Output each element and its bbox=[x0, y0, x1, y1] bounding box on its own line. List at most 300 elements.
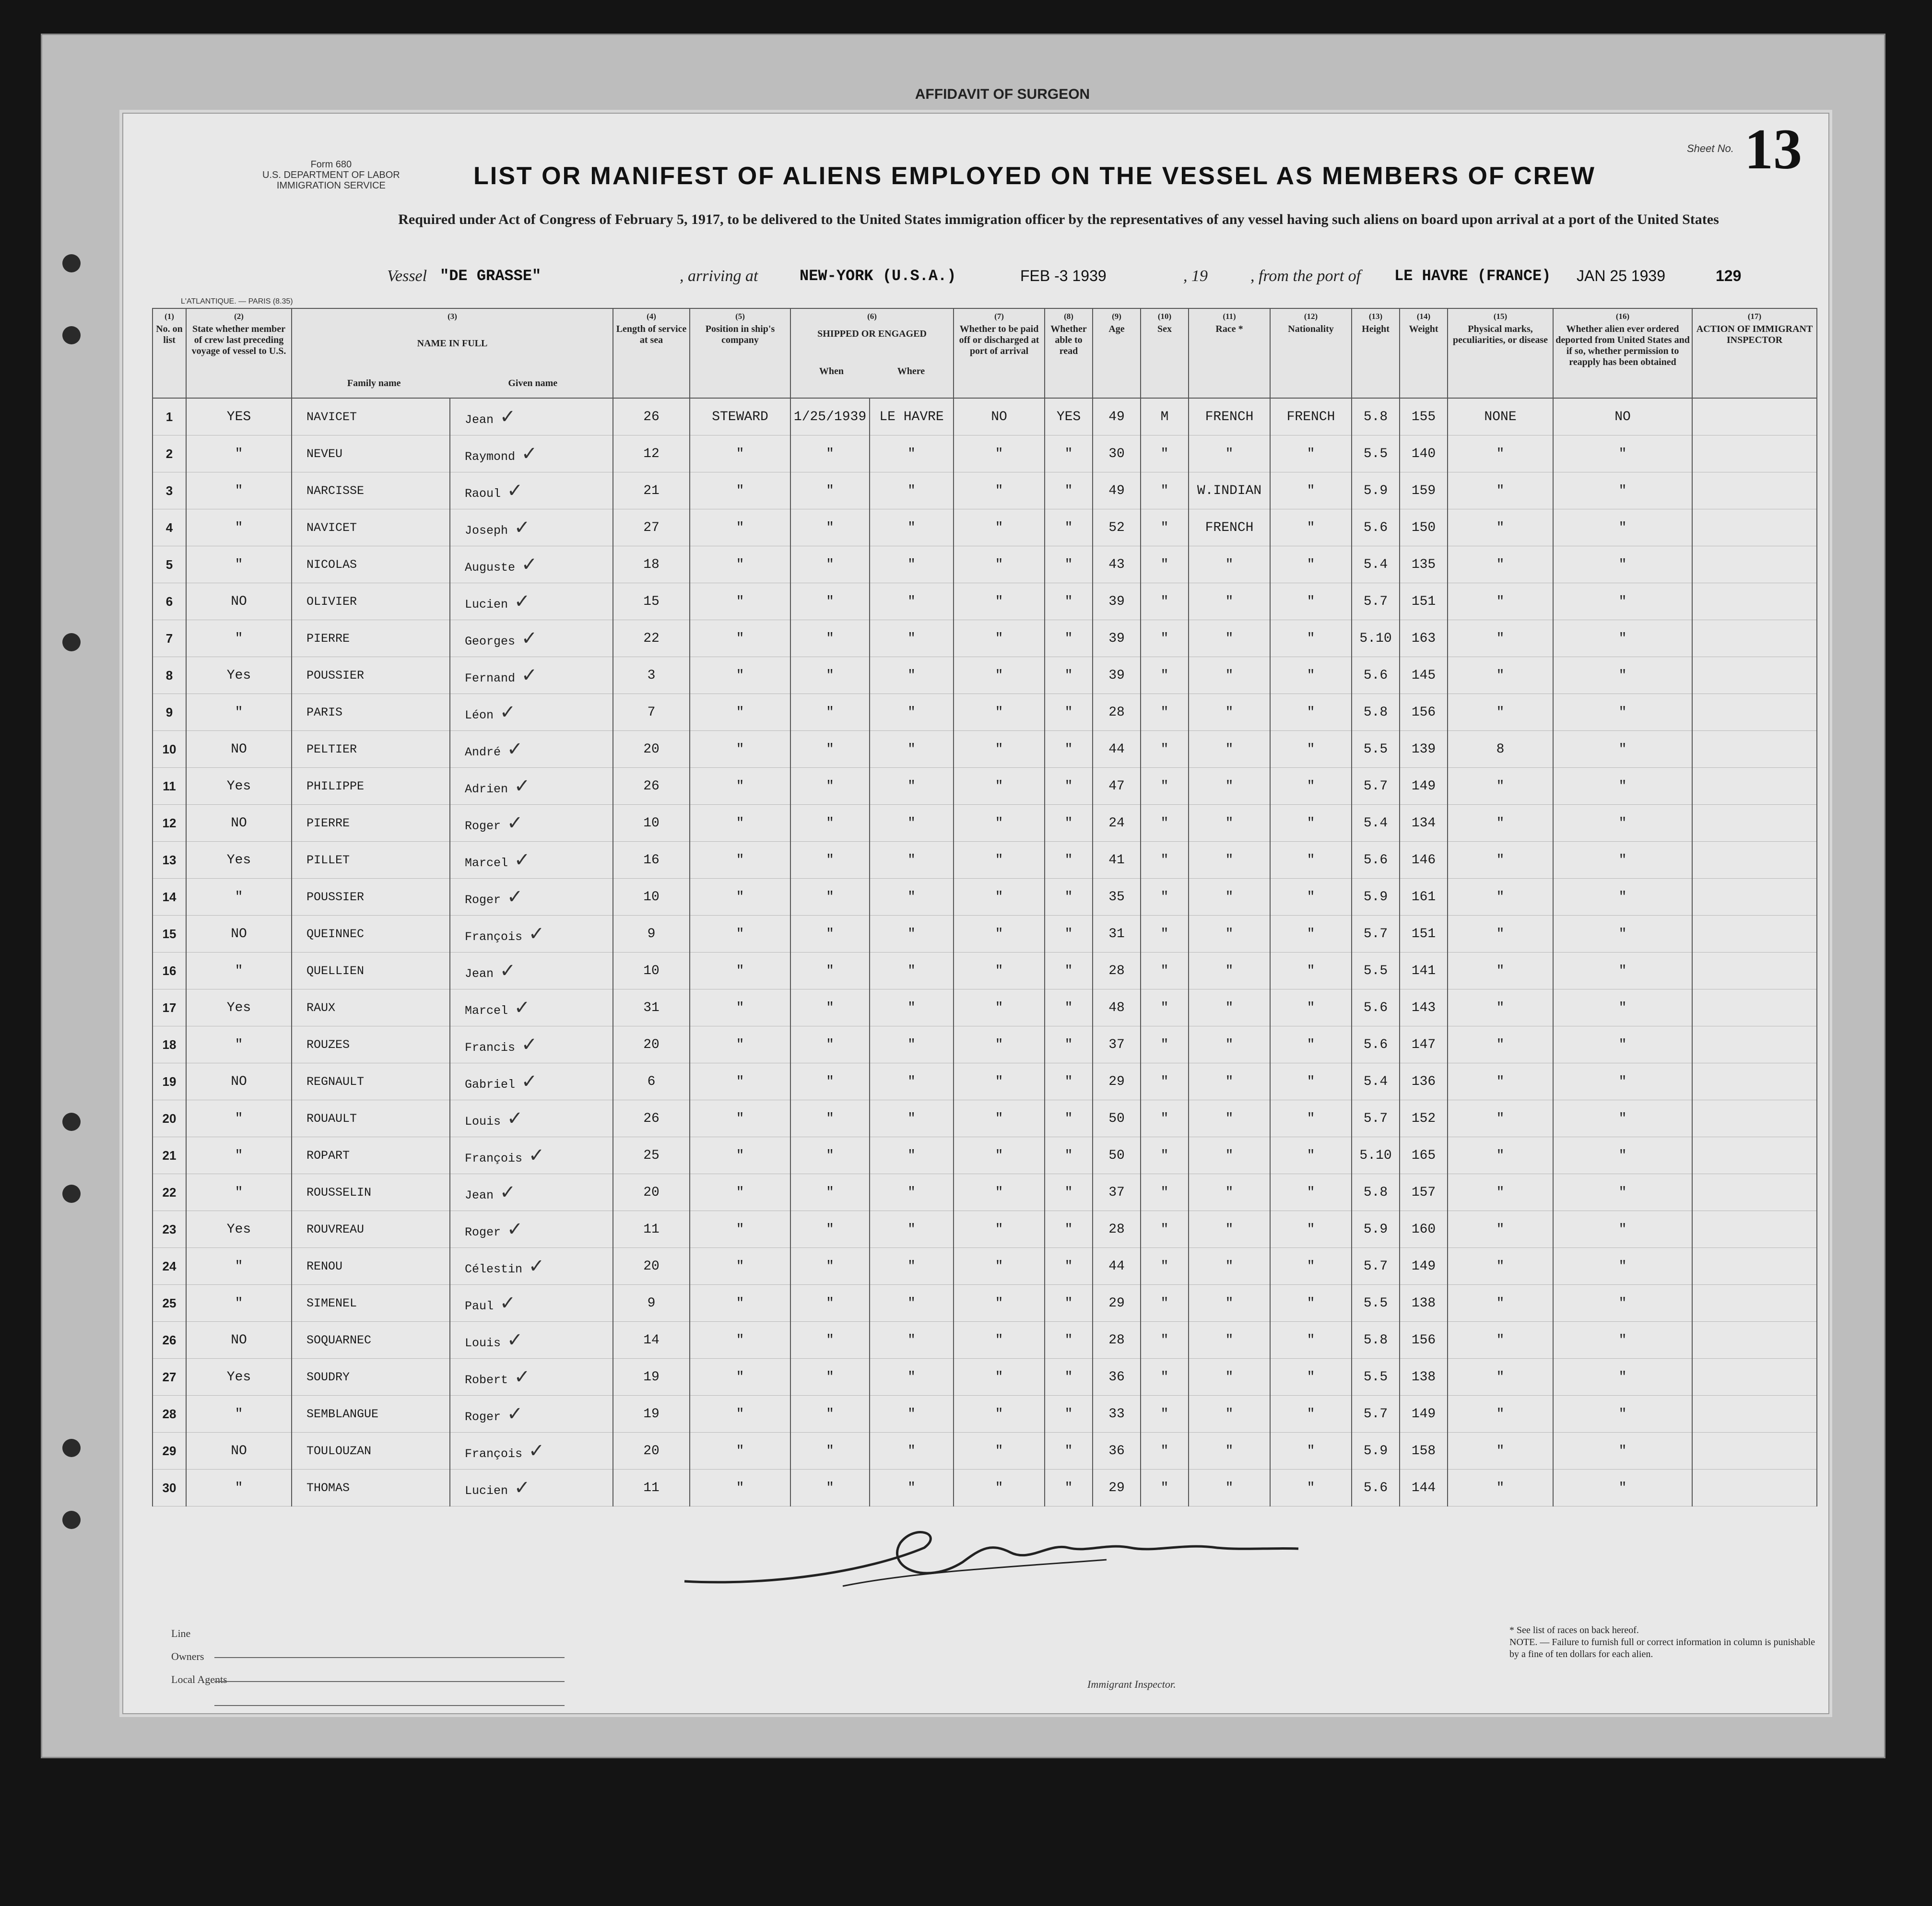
race-cell: " bbox=[1189, 1100, 1270, 1137]
check-mark-icon: ✓ bbox=[494, 406, 516, 428]
family-name-cell: PARIS bbox=[292, 694, 450, 731]
paid-off-cell: " bbox=[954, 583, 1045, 620]
deported-cell: " bbox=[1553, 472, 1692, 509]
col-num-6: (6) bbox=[790, 308, 954, 322]
paid-off-cell: " bbox=[954, 1322, 1045, 1359]
weight-cell: 135 bbox=[1400, 546, 1448, 583]
footer-agents-label: Local Agents bbox=[171, 1673, 227, 1685]
table-row bbox=[153, 731, 1817, 768]
weight-cell: 165 bbox=[1400, 1137, 1448, 1174]
shipped-when-cell: " bbox=[790, 1100, 870, 1137]
row-number: 16 bbox=[153, 953, 186, 989]
weight-cell: 160 bbox=[1400, 1211, 1448, 1248]
sex-cell: " bbox=[1141, 1063, 1189, 1100]
given-name-cell: Georges ✓ bbox=[450, 620, 613, 657]
shipped-when-cell: " bbox=[790, 879, 870, 916]
check-mark-icon: ✓ bbox=[515, 664, 538, 686]
col-num-12: (12) bbox=[1270, 308, 1352, 322]
nationality-cell: " bbox=[1270, 583, 1352, 620]
action-inspector-cell bbox=[1692, 879, 1817, 916]
header-physical-marks: Physical marks, peculiarities, or disease bbox=[1448, 322, 1553, 398]
given-name-cell: Fernand ✓ bbox=[450, 657, 613, 694]
age-cell: 50 bbox=[1093, 1100, 1141, 1137]
year-label: , 19 bbox=[1183, 267, 1208, 285]
header-age: Age bbox=[1093, 322, 1141, 398]
able-read-cell: " bbox=[1045, 989, 1093, 1026]
action-inspector-cell bbox=[1692, 1359, 1817, 1396]
shipped-when-cell: " bbox=[790, 694, 870, 731]
table-row bbox=[153, 1100, 1817, 1137]
shipped-when-cell: " bbox=[790, 731, 870, 768]
sex-cell: " bbox=[1141, 1137, 1189, 1174]
height-cell: 5.5 bbox=[1352, 1285, 1400, 1322]
sex-cell: " bbox=[1141, 435, 1189, 472]
vessel-label: Vessel bbox=[387, 267, 427, 285]
shipped-where-cell: " bbox=[870, 1285, 954, 1322]
given-name-cell: Jean ✓ bbox=[450, 1174, 613, 1211]
age-cell: 49 bbox=[1093, 398, 1141, 435]
crew-member-cell: " bbox=[186, 435, 292, 472]
length-service-cell: 10 bbox=[613, 953, 690, 989]
crew-member-cell: Yes bbox=[186, 842, 292, 879]
row-number: 6 bbox=[153, 583, 186, 620]
height-cell: 5.5 bbox=[1352, 731, 1400, 768]
header-deported: Whether alien ever ordered deported from United States and if so, whether permission to reapply has been obtained bbox=[1553, 322, 1692, 398]
binder-hole bbox=[62, 326, 81, 344]
height-cell: 5.10 bbox=[1352, 1137, 1400, 1174]
able-read-cell: " bbox=[1045, 731, 1093, 768]
sex-cell: " bbox=[1141, 1285, 1189, 1322]
sex-cell: " bbox=[1141, 472, 1189, 509]
family-name-cell: NEVEU bbox=[292, 435, 450, 472]
check-mark-icon: ✓ bbox=[508, 997, 530, 1019]
shipped-when-cell: " bbox=[790, 953, 870, 989]
physical-marks-cell: " bbox=[1448, 1470, 1553, 1506]
immigrant-inspector-label: Immigrant Inspector. bbox=[1087, 1678, 1176, 1690]
action-inspector-cell bbox=[1692, 953, 1817, 989]
check-mark-icon: ✓ bbox=[501, 1218, 523, 1240]
row-number: 10 bbox=[153, 731, 186, 768]
paid-off-cell: " bbox=[954, 1433, 1045, 1470]
height-cell: 5.7 bbox=[1352, 1396, 1400, 1433]
binder-hole bbox=[62, 633, 81, 651]
length-service-cell: 9 bbox=[613, 1285, 690, 1322]
age-cell: 52 bbox=[1093, 509, 1141, 546]
given-name-cell: François ✓ bbox=[450, 1433, 613, 1470]
action-inspector-cell bbox=[1692, 1433, 1817, 1470]
race-cell: " bbox=[1189, 546, 1270, 583]
table-row bbox=[153, 1470, 1817, 1506]
paid-off-cell: " bbox=[954, 953, 1045, 989]
physical-marks-cell: " bbox=[1448, 583, 1553, 620]
table-row bbox=[153, 1137, 1817, 1174]
crew-member-cell: " bbox=[186, 1470, 292, 1506]
header-given-name: Given name bbox=[508, 378, 558, 388]
manifest-sheet bbox=[122, 113, 1829, 1714]
table-row bbox=[153, 1026, 1817, 1063]
shipped-when-cell: " bbox=[790, 842, 870, 879]
family-name-cell: SEMBLANGUE bbox=[292, 1396, 450, 1433]
action-inspector-cell bbox=[1692, 694, 1817, 731]
given-name-cell: Lucien ✓ bbox=[450, 583, 613, 620]
able-read-cell: " bbox=[1045, 1285, 1093, 1322]
race-cell: " bbox=[1189, 620, 1270, 657]
height-cell: 5.5 bbox=[1352, 953, 1400, 989]
sex-cell: " bbox=[1141, 583, 1189, 620]
header-name-label: NAME IN FULL bbox=[417, 338, 488, 349]
family-name-cell: POUSSIER bbox=[292, 879, 450, 916]
header-action-inspector: ACTION OF IMMIGRANT INSPECTOR bbox=[1692, 322, 1817, 398]
physical-marks-cell: " bbox=[1448, 509, 1553, 546]
paid-off-cell: " bbox=[954, 1470, 1045, 1506]
height-cell: 5.7 bbox=[1352, 916, 1400, 953]
sex-cell: " bbox=[1141, 1211, 1189, 1248]
given-name-cell: Marcel ✓ bbox=[450, 989, 613, 1026]
weight-cell: 161 bbox=[1400, 879, 1448, 916]
deported-cell: " bbox=[1553, 1211, 1692, 1248]
sex-cell: " bbox=[1141, 1248, 1189, 1285]
race-cell: " bbox=[1189, 879, 1270, 916]
position-cell: " bbox=[690, 694, 790, 731]
age-cell: 28 bbox=[1093, 1211, 1141, 1248]
shipped-when-cell: " bbox=[790, 916, 870, 953]
table-row bbox=[153, 1322, 1817, 1359]
shipped-where-cell: " bbox=[870, 1137, 954, 1174]
given-name-cell: Louis ✓ bbox=[450, 1100, 613, 1137]
check-mark-icon: ✓ bbox=[515, 627, 538, 649]
given-name-cell: Gabriel ✓ bbox=[450, 1063, 613, 1100]
nationality-cell: " bbox=[1270, 620, 1352, 657]
shipped-when-cell: " bbox=[790, 1174, 870, 1211]
shipped-when-cell: " bbox=[790, 620, 870, 657]
able-read-cell: " bbox=[1045, 768, 1093, 805]
age-cell: 29 bbox=[1093, 1470, 1141, 1506]
shipped-where-cell: LE HAVRE bbox=[870, 398, 954, 435]
deported-cell: " bbox=[1553, 1026, 1692, 1063]
form-number: Form 680 bbox=[310, 159, 352, 170]
header-race: Race * bbox=[1189, 322, 1270, 398]
crew-member-cell: " bbox=[186, 1174, 292, 1211]
check-mark-icon: ✓ bbox=[522, 923, 545, 945]
footer-line-rule bbox=[214, 1682, 565, 1706]
length-service-cell: 27 bbox=[613, 509, 690, 546]
age-cell: 36 bbox=[1093, 1433, 1141, 1470]
col-num-2: (2) bbox=[186, 308, 292, 322]
sex-cell: " bbox=[1141, 1396, 1189, 1433]
row-number: 12 bbox=[153, 805, 186, 842]
nationality-cell: " bbox=[1270, 435, 1352, 472]
race-cell: " bbox=[1189, 842, 1270, 879]
physical-marks-cell: " bbox=[1448, 546, 1553, 583]
row-number: 5 bbox=[153, 546, 186, 583]
action-inspector-cell bbox=[1692, 1100, 1817, 1137]
position-cell: " bbox=[690, 1322, 790, 1359]
deported-cell: " bbox=[1553, 435, 1692, 472]
header-when: When bbox=[819, 366, 844, 376]
race-cell: " bbox=[1189, 953, 1270, 989]
sex-cell: M bbox=[1141, 398, 1189, 435]
table-row bbox=[153, 1211, 1817, 1248]
physical-marks-cell: " bbox=[1448, 620, 1553, 657]
nationality-cell: " bbox=[1270, 805, 1352, 842]
family-name-cell: REGNAULT bbox=[292, 1063, 450, 1100]
nationality-cell: " bbox=[1270, 1433, 1352, 1470]
given-name-cell: Léon ✓ bbox=[450, 694, 613, 731]
length-service-cell: 21 bbox=[613, 472, 690, 509]
sex-cell: " bbox=[1141, 620, 1189, 657]
length-service-cell: 18 bbox=[613, 546, 690, 583]
shipped-when-cell: " bbox=[790, 1063, 870, 1100]
race-cell: W.INDIAN bbox=[1189, 472, 1270, 509]
row-number: 27 bbox=[153, 1359, 186, 1396]
table-row bbox=[153, 1433, 1817, 1470]
position-cell: " bbox=[690, 879, 790, 916]
manifest-number: 129 bbox=[1716, 267, 1742, 284]
age-cell: 35 bbox=[1093, 879, 1141, 916]
given-name-cell: Marcel ✓ bbox=[450, 842, 613, 879]
race-cell: " bbox=[1189, 805, 1270, 842]
col-num-14: (14) bbox=[1400, 308, 1448, 322]
paid-off-cell: " bbox=[954, 620, 1045, 657]
position-cell: " bbox=[690, 953, 790, 989]
crew-member-cell: " bbox=[186, 472, 292, 509]
family-name-cell: PHILIPPE bbox=[292, 768, 450, 805]
family-name-cell: NAVICET bbox=[292, 509, 450, 546]
header-crew-member: State whether member of crew last preceding voyage of vessel to U.S. bbox=[186, 322, 292, 398]
deported-cell: " bbox=[1553, 1433, 1692, 1470]
physical-marks-cell: " bbox=[1448, 472, 1553, 509]
height-cell: 5.7 bbox=[1352, 583, 1400, 620]
crew-member-cell: Yes bbox=[186, 989, 292, 1026]
check-mark-icon: ✓ bbox=[508, 590, 530, 612]
physical-marks-cell: " bbox=[1448, 953, 1553, 989]
sex-cell: " bbox=[1141, 1433, 1189, 1470]
header-able-read: Whether able to read bbox=[1045, 322, 1093, 398]
deported-cell: " bbox=[1553, 1359, 1692, 1396]
header-position: Position in ship's company bbox=[690, 322, 790, 398]
age-cell: 28 bbox=[1093, 953, 1141, 989]
col-num-8: (8) bbox=[1045, 308, 1093, 322]
age-cell: 24 bbox=[1093, 805, 1141, 842]
crew-member-cell: Yes bbox=[186, 1359, 292, 1396]
position-cell: " bbox=[690, 472, 790, 509]
age-cell: 44 bbox=[1093, 1248, 1141, 1285]
position-cell: " bbox=[690, 805, 790, 842]
position-cell: " bbox=[690, 768, 790, 805]
action-inspector-cell bbox=[1692, 1174, 1817, 1211]
shipped-when-cell: " bbox=[790, 768, 870, 805]
length-service-cell: 26 bbox=[613, 1100, 690, 1137]
crew-member-cell: Yes bbox=[186, 1211, 292, 1248]
check-mark-icon: ✓ bbox=[501, 1107, 523, 1129]
weight-cell: 151 bbox=[1400, 916, 1448, 953]
header-sex: Sex bbox=[1141, 322, 1189, 398]
check-mark-icon: ✓ bbox=[508, 849, 530, 871]
arriving-label: , arriving at bbox=[680, 267, 758, 285]
row-number: 22 bbox=[153, 1174, 186, 1211]
weight-cell: 156 bbox=[1400, 694, 1448, 731]
paid-off-cell: " bbox=[954, 1396, 1045, 1433]
weight-cell: 149 bbox=[1400, 1396, 1448, 1433]
shipped-where-cell: " bbox=[870, 1026, 954, 1063]
position-cell: " bbox=[690, 1026, 790, 1063]
family-name-cell: SIMENEL bbox=[292, 1285, 450, 1322]
given-name-cell: François ✓ bbox=[450, 916, 613, 953]
paid-off-cell: " bbox=[954, 879, 1045, 916]
deported-cell: " bbox=[1553, 731, 1692, 768]
length-service-cell: 20 bbox=[613, 1248, 690, 1285]
length-service-cell: 7 bbox=[613, 694, 690, 731]
family-name-cell: ROPART bbox=[292, 1137, 450, 1174]
table-row bbox=[153, 583, 1817, 620]
length-service-cell: 15 bbox=[613, 583, 690, 620]
check-mark-icon: ✓ bbox=[522, 1440, 545, 1462]
deported-cell: " bbox=[1553, 916, 1692, 953]
action-inspector-cell bbox=[1692, 805, 1817, 842]
race-cell: " bbox=[1189, 1470, 1270, 1506]
nationality-cell: FRENCH bbox=[1270, 398, 1352, 435]
row-number: 7 bbox=[153, 620, 186, 657]
age-cell: 39 bbox=[1093, 657, 1141, 694]
given-name-cell: Jean ✓ bbox=[450, 953, 613, 989]
action-inspector-cell bbox=[1692, 1470, 1817, 1506]
physical-marks-cell: " bbox=[1448, 1322, 1553, 1359]
given-name-cell: Roger ✓ bbox=[450, 805, 613, 842]
affidavit-heading: AFFIDAVIT OF SURGEON bbox=[915, 86, 1090, 102]
action-inspector-cell bbox=[1692, 1396, 1817, 1433]
position-cell: " bbox=[690, 916, 790, 953]
able-read-cell: " bbox=[1045, 1359, 1093, 1396]
shipped-when-cell: " bbox=[790, 435, 870, 472]
family-name-cell: PIERRE bbox=[292, 805, 450, 842]
row-number: 2 bbox=[153, 435, 186, 472]
crew-member-cell: NO bbox=[186, 916, 292, 953]
crew-member-cell: NO bbox=[186, 1063, 292, 1100]
deported-cell: " bbox=[1553, 768, 1692, 805]
action-inspector-cell bbox=[1692, 842, 1817, 879]
sex-cell: " bbox=[1141, 1026, 1189, 1063]
document-title: LIST OR MANIFEST OF ALIENS EMPLOYED ON THE VESSEL AS MEMBERS OF CREW bbox=[473, 162, 1596, 190]
weight-cell: 159 bbox=[1400, 472, 1448, 509]
physical-marks-cell: " bbox=[1448, 1248, 1553, 1285]
row-number: 30 bbox=[153, 1470, 186, 1506]
penalty-note: NOTE. — Failure to furnish full or correct information in column is punishable by a fine of ten dollars for each alien. bbox=[1509, 1637, 1815, 1659]
action-inspector-cell bbox=[1692, 509, 1817, 546]
deported-cell: NO bbox=[1553, 398, 1692, 435]
row-number: 4 bbox=[153, 509, 186, 546]
shipped-where-cell: " bbox=[870, 1322, 954, 1359]
deported-cell: " bbox=[1553, 989, 1692, 1026]
family-name-cell: PILLET bbox=[292, 842, 450, 879]
col-num-15: (15) bbox=[1448, 308, 1553, 322]
row-number: 26 bbox=[153, 1322, 186, 1359]
from-label: , from the port of bbox=[1250, 267, 1361, 285]
check-mark-icon: ✓ bbox=[494, 1181, 516, 1203]
table-row bbox=[153, 1248, 1817, 1285]
nationality-cell: " bbox=[1270, 1248, 1352, 1285]
table-row bbox=[153, 620, 1817, 657]
weight-cell: 146 bbox=[1400, 842, 1448, 879]
length-service-cell: 20 bbox=[613, 1433, 690, 1470]
position-cell: " bbox=[690, 1285, 790, 1322]
paid-off-cell: " bbox=[954, 1100, 1045, 1137]
nationality-cell: " bbox=[1270, 953, 1352, 989]
binder-hole bbox=[62, 1185, 81, 1203]
nationality-cell: " bbox=[1270, 509, 1352, 546]
row-number: 3 bbox=[153, 472, 186, 509]
check-mark-icon: ✓ bbox=[508, 775, 530, 797]
length-service-cell: 26 bbox=[613, 768, 690, 805]
check-mark-icon: ✓ bbox=[515, 1034, 538, 1056]
table-row bbox=[153, 1063, 1817, 1100]
col-num-7: (7) bbox=[954, 308, 1045, 322]
paid-off-cell: " bbox=[954, 731, 1045, 768]
row-number: 11 bbox=[153, 768, 186, 805]
crew-member-cell: Yes bbox=[186, 657, 292, 694]
col-num-17: (17) bbox=[1692, 308, 1817, 322]
physical-marks-cell: " bbox=[1448, 1359, 1553, 1396]
race-cell: " bbox=[1189, 768, 1270, 805]
physical-marks-cell: " bbox=[1448, 1433, 1553, 1470]
age-cell: 30 bbox=[1093, 435, 1141, 472]
deported-cell: " bbox=[1553, 509, 1692, 546]
header-length-service: Length of service at sea bbox=[613, 322, 690, 398]
row-number: 20 bbox=[153, 1100, 186, 1137]
table-row bbox=[153, 1359, 1817, 1396]
shipped-when-cell: " bbox=[790, 805, 870, 842]
row-number: 29 bbox=[153, 1433, 186, 1470]
race-cell: " bbox=[1189, 1285, 1270, 1322]
nationality-cell: " bbox=[1270, 1211, 1352, 1248]
action-inspector-cell bbox=[1692, 1248, 1817, 1285]
shipped-where-cell: " bbox=[870, 805, 954, 842]
given-name-cell: Jean ✓ bbox=[450, 398, 613, 435]
physical-marks-cell: " bbox=[1448, 435, 1553, 472]
row-number: 13 bbox=[153, 842, 186, 879]
deported-cell: " bbox=[1553, 1470, 1692, 1506]
header-paid-off: Whether to be paid off or discharged at port of arrival bbox=[954, 322, 1045, 398]
check-mark-icon: ✓ bbox=[515, 1071, 538, 1093]
position-cell: " bbox=[690, 546, 790, 583]
height-cell: 5.5 bbox=[1352, 1359, 1400, 1396]
shipped-where-cell: " bbox=[870, 731, 954, 768]
length-service-cell: 16 bbox=[613, 842, 690, 879]
weight-cell: 149 bbox=[1400, 1248, 1448, 1285]
position-cell: " bbox=[690, 1248, 790, 1285]
position-cell: " bbox=[690, 583, 790, 620]
crew-member-cell: YES bbox=[186, 398, 292, 435]
age-cell: 47 bbox=[1093, 768, 1141, 805]
sex-cell: " bbox=[1141, 694, 1189, 731]
weight-cell: 149 bbox=[1400, 768, 1448, 805]
height-cell: 5.4 bbox=[1352, 546, 1400, 583]
physical-marks-cell: " bbox=[1448, 805, 1553, 842]
weight-cell: 138 bbox=[1400, 1285, 1448, 1322]
shipped-when-cell: 1/25/1939 bbox=[790, 398, 870, 435]
paid-off-cell: " bbox=[954, 1174, 1045, 1211]
column-number-row bbox=[153, 308, 1817, 322]
deported-cell: " bbox=[1553, 1063, 1692, 1100]
sex-cell: " bbox=[1141, 1359, 1189, 1396]
action-inspector-cell bbox=[1692, 1063, 1817, 1100]
able-read-cell: " bbox=[1045, 1026, 1093, 1063]
position-cell: " bbox=[690, 1359, 790, 1396]
paid-off-cell: " bbox=[954, 546, 1045, 583]
shipped-where-cell: " bbox=[870, 1211, 954, 1248]
weight-cell: 134 bbox=[1400, 805, 1448, 842]
sex-cell: " bbox=[1141, 805, 1189, 842]
deported-cell: " bbox=[1553, 1174, 1692, 1211]
